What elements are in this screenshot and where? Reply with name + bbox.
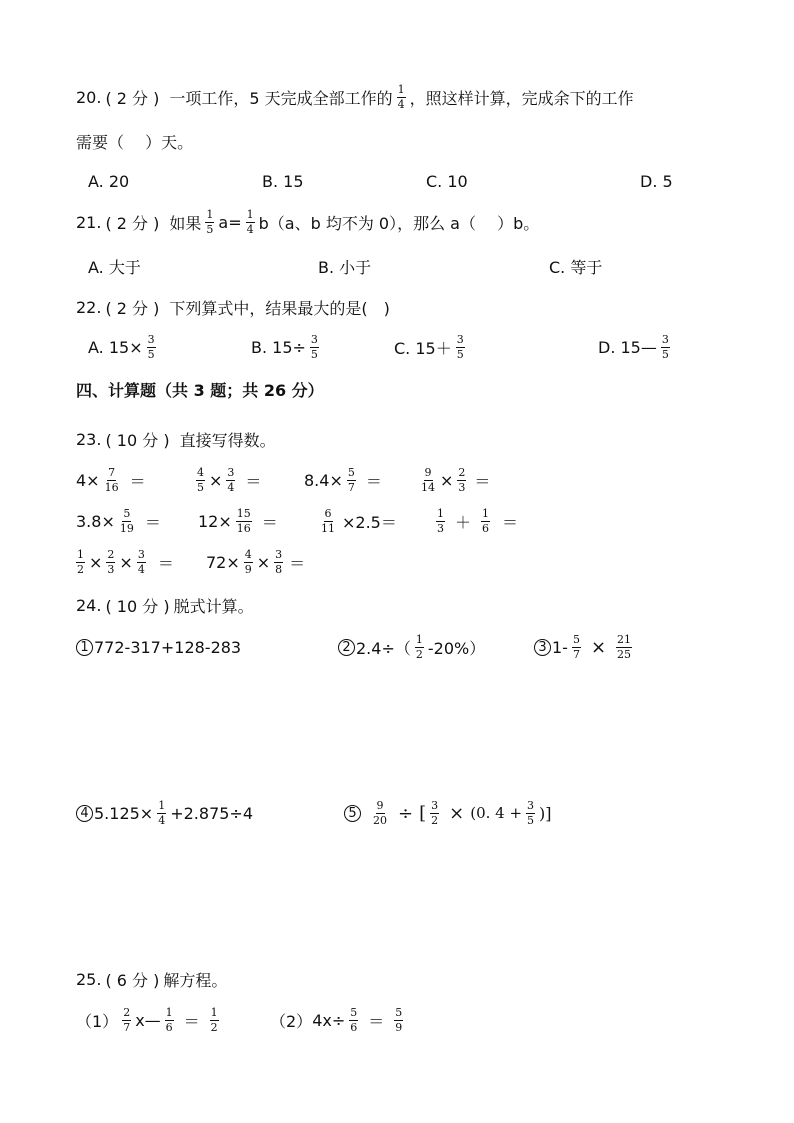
q21-score: ( 2 分 ) (105, 213, 160, 233)
circled-number-2: 2 (338, 639, 355, 656)
q23-r2-item-a: 3.8× $\frac{5}{19}$ ＝ (76, 506, 161, 535)
circled-number-4: 4 (76, 805, 93, 822)
section-heading: 四、计算题（共 3 题；共 26 分） (76, 381, 324, 400)
circled-number-1: 1 (76, 639, 93, 656)
q25-number: 25. (76, 969, 102, 989)
q21-text-2: a= (218, 212, 242, 232)
q23-r2-item-d: $\frac{1}{3}$ ＋ $\frac{1}{6}$ ＝ (437, 506, 519, 535)
q20-score: ( 2 分 ) (105, 88, 160, 108)
q23-r2-item-b: 12× $\frac{15}{16}$ ＝ (198, 506, 278, 535)
q23-line (76, 428, 276, 450)
q20-line1 (76, 82, 634, 111)
q21-option-a: A. 大于 (88, 258, 141, 277)
q25-equation-2: （2） 4x÷ $\frac{5}{6}$ ＝ $\frac{5}{9}$ (270, 1005, 403, 1034)
q20-option-a: A. 20 (88, 172, 130, 191)
q23-r1-item-d: $\frac{9}{14}$ × $\frac{2}{3}$ ＝ (421, 465, 491, 494)
circled-number-3: 3 (534, 639, 551, 656)
q22-option-a: A. 15× $\frac{3}{5}$ (88, 332, 155, 361)
q20-text-a: 一项工作，5 天完成全部工作的 (169, 88, 393, 108)
q21-fraction-2: $\frac{1}{4}$ (246, 207, 254, 236)
q24-part-1: 1 772-317+128-283 (76, 632, 241, 662)
q24-part-2: 2 2.4÷（ $\frac{1}{2}$ -20%） (338, 632, 485, 662)
q24-text: 脱式计算。 (173, 596, 254, 616)
q20-text-b: ，照这样计算，完成余下的工作 (409, 88, 634, 108)
q23-number: 23. (76, 429, 102, 449)
q23-r1-item-a: 4× $\frac{7}{16}$ ＝ (76, 465, 146, 494)
q21-number: 21. (76, 212, 102, 232)
q21-fraction-1: $\frac{1}{5}$ (206, 207, 214, 236)
q22-line (76, 296, 390, 318)
q23-r3-item-b: 72× $\frac{4}{9}$ × $\frac{3}{8}$ ＝ (206, 547, 306, 576)
q24-part-4: 4 5.125× $\frac{1}{4}$ +2.875÷4 (76, 798, 253, 828)
q20-option-d: D. 5 (640, 172, 673, 191)
q22-number: 22. (76, 297, 102, 317)
q24-part-5: 5 $\frac{9}{20}$ ÷ [ $\frac{3}{2}$ × (0. 4 + $\frac{3}{5}$ )] (344, 796, 552, 830)
q22-text: 下列算式中，结果最大的是( ) (169, 298, 390, 318)
q23-r1-item-c: 8.4× $\frac{5}{7}$ ＝ (304, 465, 382, 494)
q23-r2-item-c: $\frac{6}{11}$ ×2.5＝ (321, 506, 397, 535)
q21-text-1: 如果 (169, 213, 202, 233)
q20-number: 20. (76, 87, 102, 107)
q21-option-c: C. 等于 (549, 258, 603, 277)
q25-text: 解方程。 (163, 970, 228, 990)
q20-fraction: $\frac{1}{4}$ (397, 82, 405, 111)
q24-score: ( 10 分 ) (105, 596, 170, 616)
q22-option-b: B. 15÷ $\frac{3}{5}$ (251, 332, 318, 361)
q23-score: ( 10 分 ) (105, 430, 170, 450)
q20-option-b: B. 15 (262, 172, 304, 191)
q20-line2: 需要（ ）天。 (76, 133, 194, 152)
q25-equation-1: （1） $\frac{2}{7}$ x— $\frac{1}{6}$ ＝ $\frac{1}{2}$ (76, 1005, 218, 1034)
q21-line (76, 207, 540, 236)
q22-option-c: C. 15＋ $\frac{3}{5}$ (394, 332, 464, 361)
q23-r1-item-b: $\frac{4}{5}$ × $\frac{3}{4}$ ＝ (197, 465, 262, 494)
q21-text-3: b（a、b 均不为 0），那么 a（ ）b。 (258, 213, 540, 233)
q22-score: ( 2 分 ) (105, 298, 160, 318)
q24-line (76, 594, 254, 616)
circled-number-5: 5 (344, 805, 361, 822)
q21-option-b: B. 小于 (318, 258, 372, 277)
q25-score: ( 6 分 ) (105, 970, 160, 990)
q25-line (76, 968, 227, 990)
q23-text: 直接写得数。 (179, 430, 276, 450)
q23-r3-item-a: $\frac{1}{2}$ × $\frac{2}{3}$ × $\frac{3}{4}$ ＝ (77, 547, 174, 576)
q22-option-d: D. 15— $\frac{3}{5}$ (598, 332, 669, 361)
q24-number: 24. (76, 595, 102, 615)
q20-option-c: C. 10 (426, 172, 468, 191)
q24-part-3: 3 1- $\frac{5}{7}$ × $\frac{21}{25}$ (534, 632, 636, 662)
